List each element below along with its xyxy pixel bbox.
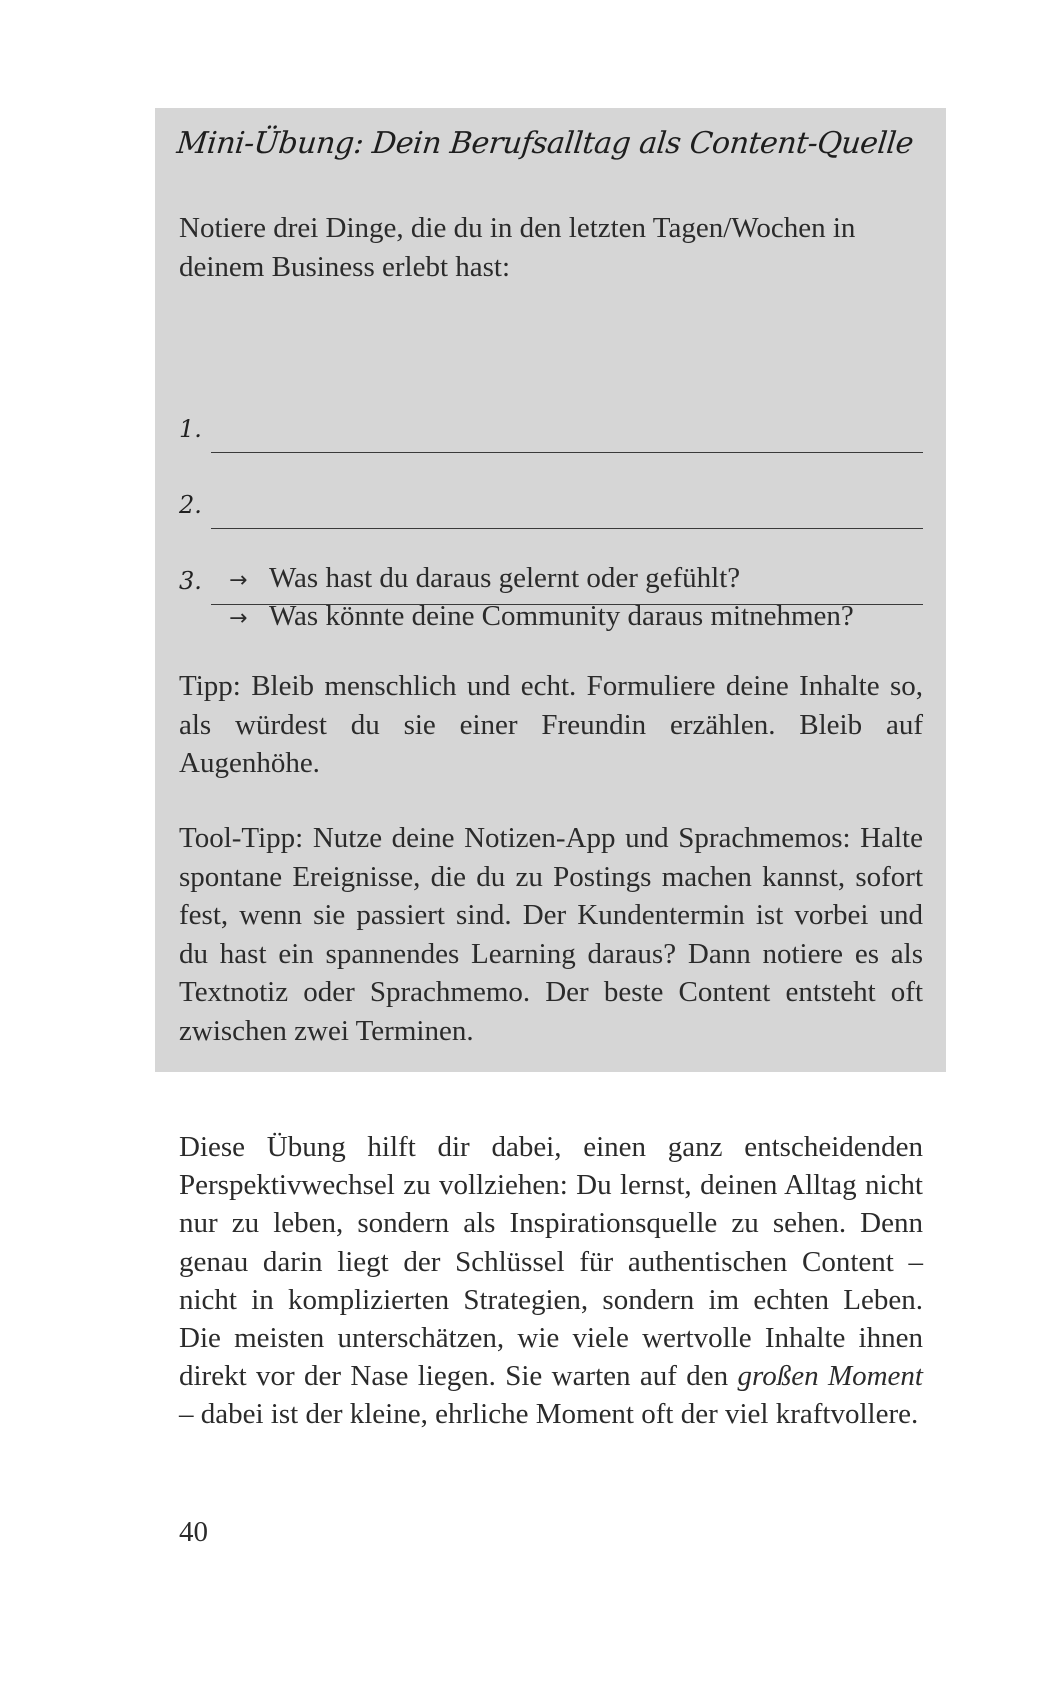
exercise-intro: Notiere drei Dinge, die du in den letzten Tagen/Wochen in deinem Business erlebt hast:	[179, 212, 856, 283]
exercise-title: Mini-Übung: Dein Berufsalltag als Content-Quelle	[175, 126, 915, 161]
exercise-box	[155, 108, 946, 1072]
page-number: 40	[179, 1516, 208, 1548]
blank-line-2	[179, 489, 923, 529]
body-text-part2: – dabei ist der kleine, ehrliche Moment oft der viel kraftvollere.	[179, 1398, 919, 1431]
arrow-icon: →	[229, 568, 248, 593]
arrow-icon: →	[229, 606, 248, 631]
blank-number: 3.	[179, 567, 202, 595]
question-text: Was hast du daraus gelernt oder gefühlt?	[269, 562, 741, 594]
blank-line-1	[179, 413, 923, 453]
body-emphasis: großen Moment	[737, 1360, 923, 1393]
write-line	[211, 452, 923, 453]
question-item	[229, 597, 929, 638]
blank-number: 1.	[179, 415, 202, 443]
tool-tip-paragraph: Tool-Tipp: Nutze deine Notizen-App und Sprachmemos: Halte spontane Ereignisse, die du zu Postings machen kannst, sofort fest, wenn sie passiert sind. Der Kundentermin ist vorbei und du hast ein spannendes Learning daraus? Dann notiere es als Textnotiz oder Sprachmemo. Der beste Content entsteht oft zwischen zwei Terminen.	[179, 822, 923, 1047]
question-item	[229, 559, 929, 600]
body-text-part1: Diese Übung hilft dir dabei, einen ganz entscheidenden Perspektivwechsel zu vollziehen: Du lernst, deinen Alltag nicht nur zu leben, sondern als Inspirationsquelle zu sehen. Denn genau darin liegt der Schlüssel für authentischen Content – nicht in komplizierten Strategien, sondern im echten Leben. Die meisten unterschätzen, wie viele wertvolle Inhalte ihnen direkt vor der Nase liegen. Sie warten auf den	[179, 1131, 923, 1393]
body-paragraph	[179, 1128, 923, 1434]
question-text: Was könnte deine Community daraus mitnehmen?	[269, 600, 854, 632]
tip-paragraph: Tipp: Bleib menschlich und echt. Formuliere deine Inhalte so, als würdest du sie einer Freundin erzählen. Bleib auf Augenhöhe.	[179, 670, 923, 779]
write-line	[211, 528, 923, 529]
blank-number: 2.	[179, 491, 202, 519]
